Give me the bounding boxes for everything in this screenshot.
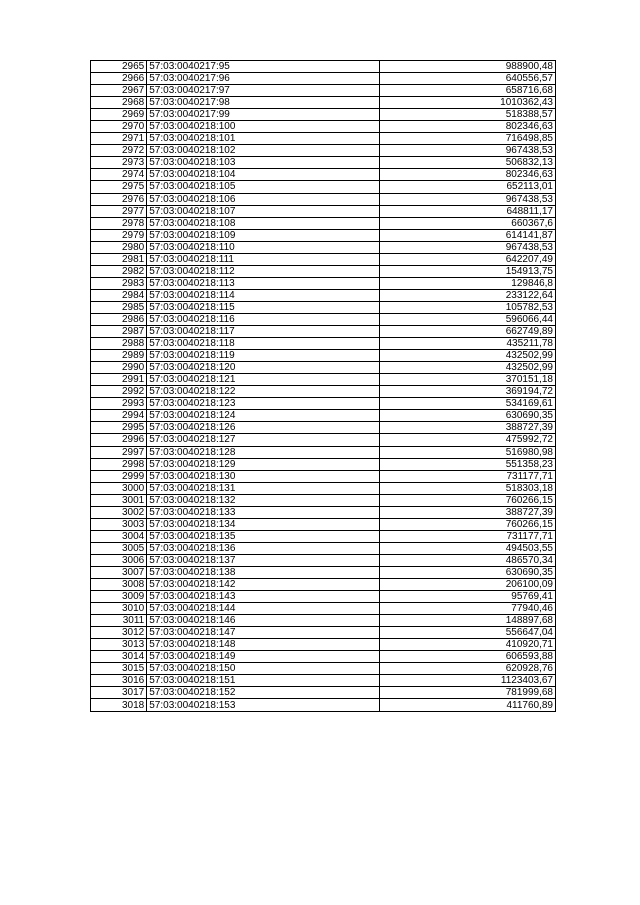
- table-row: [91, 434, 556, 446]
- cadastral-number-cell: 57:03:0040218:111: [147, 253, 380, 265]
- row-number-cell: 3002: [91, 506, 147, 518]
- value-cell: 105782,53: [380, 301, 556, 313]
- cadastral-number-cell: 57:03:0040218:101: [147, 133, 380, 145]
- value-cell: 432502,99: [380, 362, 556, 374]
- row-number-cell: 3012: [91, 627, 147, 639]
- cadastral-number-cell: 57:03:0040217:95: [147, 61, 380, 73]
- value-cell: 967438,53: [380, 241, 556, 253]
- value-cell: 760266,15: [380, 494, 556, 506]
- cadastral-number-cell: 57:03:0040218:100: [147, 121, 380, 133]
- table-row: [91, 374, 556, 386]
- value-cell: 534169,61: [380, 398, 556, 410]
- row-number-cell: 2975: [91, 181, 147, 193]
- table-row: [91, 193, 556, 205]
- value-cell: 642207,49: [380, 253, 556, 265]
- table-body: [91, 61, 556, 712]
- table-row: [91, 422, 556, 434]
- cadastral-number-cell: 57:03:0040218:114: [147, 289, 380, 301]
- row-number-cell: 3009: [91, 591, 147, 603]
- cadastral-number-cell: 57:03:0040217:96: [147, 73, 380, 85]
- value-cell: 411760,89: [380, 699, 556, 711]
- cadastral-number-cell: 57:03:0040218:142: [147, 579, 380, 591]
- cadastral-number-cell: 57:03:0040218:134: [147, 518, 380, 530]
- row-number-cell: 3008: [91, 579, 147, 591]
- cadastral-number-cell: 57:03:0040218:126: [147, 422, 380, 434]
- table-row: [91, 699, 556, 711]
- table-row: [91, 458, 556, 470]
- cadastral-number-cell: 57:03:0040218:131: [147, 482, 380, 494]
- row-number-cell: 2981: [91, 253, 147, 265]
- value-cell: 781999,68: [380, 687, 556, 699]
- cadastral-number-cell: 57:03:0040218:143: [147, 591, 380, 603]
- cadastral-number-cell: 57:03:0040218:147: [147, 627, 380, 639]
- cadastral-number-cell: 57:03:0040218:148: [147, 639, 380, 651]
- cadastral-number-cell: 57:03:0040218:110: [147, 241, 380, 253]
- cadastral-number-cell: 57:03:0040218:137: [147, 554, 380, 566]
- table-row: [91, 410, 556, 422]
- value-cell: 129846,8: [380, 277, 556, 289]
- table-row: [91, 205, 556, 217]
- row-number-cell: 2997: [91, 446, 147, 458]
- table-row: [91, 362, 556, 374]
- row-number-cell: 3000: [91, 482, 147, 494]
- row-number-cell: 2965: [91, 61, 147, 73]
- cadastral-number-cell: 57:03:0040218:109: [147, 229, 380, 241]
- value-cell: 369194,72: [380, 386, 556, 398]
- cadastral-number-cell: 57:03:0040218:122: [147, 386, 380, 398]
- cadastral-number-cell: 57:03:0040218:121: [147, 374, 380, 386]
- value-cell: 206100,09: [380, 579, 556, 591]
- row-number-cell: 2998: [91, 458, 147, 470]
- table-row: [91, 615, 556, 627]
- value-cell: 475992,72: [380, 434, 556, 446]
- table-row: [91, 289, 556, 301]
- cadastral-number-cell: 57:03:0040218:150: [147, 663, 380, 675]
- table-row: [91, 301, 556, 313]
- cadastral-number-cell: 57:03:0040218:124: [147, 410, 380, 422]
- row-number-cell: 2989: [91, 350, 147, 362]
- value-cell: 148897,68: [380, 615, 556, 627]
- row-number-cell: 2972: [91, 145, 147, 157]
- cadastral-number-cell: 57:03:0040218:138: [147, 566, 380, 578]
- row-number-cell: 2986: [91, 313, 147, 325]
- cadastral-number-cell: 57:03:0040218:132: [147, 494, 380, 506]
- value-cell: 494503,55: [380, 542, 556, 554]
- table-row: [91, 350, 556, 362]
- table-row: [91, 277, 556, 289]
- table-row: [91, 554, 556, 566]
- table-row: [91, 109, 556, 121]
- table-row: [91, 530, 556, 542]
- cadastral-number-cell: 57:03:0040218:119: [147, 350, 380, 362]
- cadastral-number-cell: 57:03:0040218:102: [147, 145, 380, 157]
- cadastral-number-cell: 57:03:0040218:146: [147, 615, 380, 627]
- row-number-cell: 2983: [91, 277, 147, 289]
- row-number-cell: 2980: [91, 241, 147, 253]
- value-cell: 731177,71: [380, 470, 556, 482]
- value-cell: 658716,68: [380, 85, 556, 97]
- value-cell: 630690,35: [380, 410, 556, 422]
- cadastral-number-cell: 57:03:0040218:106: [147, 193, 380, 205]
- row-number-cell: 2977: [91, 205, 147, 217]
- value-cell: 802346,63: [380, 121, 556, 133]
- row-number-cell: 2993: [91, 398, 147, 410]
- table-row: [91, 73, 556, 85]
- table-row: [91, 338, 556, 350]
- row-number-cell: 2968: [91, 97, 147, 109]
- table-row: [91, 663, 556, 675]
- value-cell: 486570,34: [380, 554, 556, 566]
- cadastral-number-cell: 57:03:0040218:112: [147, 265, 380, 277]
- value-cell: 506832,13: [380, 157, 556, 169]
- row-number-cell: 2967: [91, 85, 147, 97]
- table-row: [91, 579, 556, 591]
- table-row: [91, 253, 556, 265]
- cadastral-number-cell: 57:03:0040218:153: [147, 699, 380, 711]
- value-cell: 518388,57: [380, 109, 556, 121]
- value-cell: 652113,01: [380, 181, 556, 193]
- row-number-cell: 2985: [91, 301, 147, 313]
- value-cell: 95769,41: [380, 591, 556, 603]
- value-cell: 606593,88: [380, 651, 556, 663]
- table-row: [91, 85, 556, 97]
- table-row: [91, 229, 556, 241]
- table-row: [91, 145, 556, 157]
- row-number-cell: 2988: [91, 338, 147, 350]
- row-number-cell: 3015: [91, 663, 147, 675]
- cadastral-number-cell: 57:03:0040218:104: [147, 169, 380, 181]
- row-number-cell: 2996: [91, 434, 147, 446]
- row-number-cell: 3003: [91, 518, 147, 530]
- cadastral-number-cell: 57:03:0040218:123: [147, 398, 380, 410]
- value-cell: 370151,18: [380, 374, 556, 386]
- cadastral-number-cell: 57:03:0040218:144: [147, 603, 380, 615]
- row-number-cell: 2987: [91, 326, 147, 338]
- cadastral-number-cell: 57:03:0040218:120: [147, 362, 380, 374]
- cadastral-number-cell: 57:03:0040218:127: [147, 434, 380, 446]
- cadastral-number-cell: 57:03:0040218:105: [147, 181, 380, 193]
- value-cell: 760266,15: [380, 518, 556, 530]
- value-cell: 516980,98: [380, 446, 556, 458]
- row-number-cell: 2979: [91, 229, 147, 241]
- row-number-cell: 2984: [91, 289, 147, 301]
- row-number-cell: 3001: [91, 494, 147, 506]
- table-row: [91, 313, 556, 325]
- cadastral-number-cell: 57:03:0040218:107: [147, 205, 380, 217]
- value-cell: 551358,23: [380, 458, 556, 470]
- table-row: [91, 446, 556, 458]
- value-cell: 432502,99: [380, 350, 556, 362]
- table-row: [91, 506, 556, 518]
- cadastral-number-cell: 57:03:0040217:99: [147, 109, 380, 121]
- table-row: [91, 386, 556, 398]
- table-row: [91, 482, 556, 494]
- value-cell: 1123403,67: [380, 675, 556, 687]
- cadastral-number-cell: 57:03:0040218:130: [147, 470, 380, 482]
- row-number-cell: 3017: [91, 687, 147, 699]
- table-row: [91, 687, 556, 699]
- row-number-cell: 2966: [91, 73, 147, 85]
- table-row: [91, 217, 556, 229]
- table-row: [91, 157, 556, 169]
- value-cell: 388727,39: [380, 422, 556, 434]
- value-cell: 410920,71: [380, 639, 556, 651]
- row-number-cell: 3010: [91, 603, 147, 615]
- value-cell: 988900,48: [380, 61, 556, 73]
- value-cell: 596066,44: [380, 313, 556, 325]
- table-row: [91, 265, 556, 277]
- table-row: [91, 133, 556, 145]
- cadastral-number-cell: 57:03:0040218:115: [147, 301, 380, 313]
- value-cell: 518303,18: [380, 482, 556, 494]
- cadastral-value-table: [90, 60, 556, 712]
- table-row: [91, 326, 556, 338]
- table-row: [91, 542, 556, 554]
- value-cell: 802346,63: [380, 169, 556, 181]
- value-cell: 716498,85: [380, 133, 556, 145]
- row-number-cell: 2970: [91, 121, 147, 133]
- value-cell: 967438,53: [380, 193, 556, 205]
- cadastral-number-cell: 57:03:0040218:118: [147, 338, 380, 350]
- value-cell: 630690,35: [380, 566, 556, 578]
- row-number-cell: 3007: [91, 566, 147, 578]
- value-cell: 648811,17: [380, 205, 556, 217]
- value-cell: 233122,64: [380, 289, 556, 301]
- cadastral-number-cell: 57:03:0040218:149: [147, 651, 380, 663]
- row-number-cell: 2978: [91, 217, 147, 229]
- cadastral-number-cell: 57:03:0040217:98: [147, 97, 380, 109]
- row-number-cell: 3011: [91, 615, 147, 627]
- value-cell: 556647,04: [380, 627, 556, 639]
- cadastral-number-cell: 57:03:0040218:108: [147, 217, 380, 229]
- table-row: [91, 181, 556, 193]
- value-cell: 1010362,43: [380, 97, 556, 109]
- cadastral-number-cell: 57:03:0040218:135: [147, 530, 380, 542]
- row-number-cell: 2971: [91, 133, 147, 145]
- row-number-cell: 3005: [91, 542, 147, 554]
- value-cell: 620928,76: [380, 663, 556, 675]
- table-row: [91, 241, 556, 253]
- row-number-cell: 3013: [91, 639, 147, 651]
- row-number-cell: 2976: [91, 193, 147, 205]
- table-row: [91, 675, 556, 687]
- value-cell: 77940,46: [380, 603, 556, 615]
- table-row: [91, 566, 556, 578]
- value-cell: 731177,71: [380, 530, 556, 542]
- value-cell: 614141,87: [380, 229, 556, 241]
- value-cell: 662749,89: [380, 326, 556, 338]
- table-row: [91, 591, 556, 603]
- table-row: [91, 470, 556, 482]
- cadastral-number-cell: 57:03:0040218:117: [147, 326, 380, 338]
- table-row: [91, 603, 556, 615]
- row-number-cell: 3014: [91, 651, 147, 663]
- table-row: [91, 169, 556, 181]
- cadastral-number-cell: 57:03:0040218:113: [147, 277, 380, 289]
- table-row: [91, 398, 556, 410]
- table-row: [91, 639, 556, 651]
- row-number-cell: 2992: [91, 386, 147, 398]
- row-number-cell: 2990: [91, 362, 147, 374]
- table-row: [91, 97, 556, 109]
- row-number-cell: 3018: [91, 699, 147, 711]
- row-number-cell: 3016: [91, 675, 147, 687]
- cadastral-number-cell: 57:03:0040218:116: [147, 313, 380, 325]
- cadastral-number-cell: 57:03:0040218:152: [147, 687, 380, 699]
- value-cell: 640556,57: [380, 73, 556, 85]
- value-cell: 435211,78: [380, 338, 556, 350]
- table-row: [91, 651, 556, 663]
- cadastral-number-cell: 57:03:0040217:97: [147, 85, 380, 97]
- value-cell: 967438,53: [380, 145, 556, 157]
- row-number-cell: 2991: [91, 374, 147, 386]
- cadastral-number-cell: 57:03:0040218:136: [147, 542, 380, 554]
- value-cell: 154913,75: [380, 265, 556, 277]
- row-number-cell: 2974: [91, 169, 147, 181]
- table-row: [91, 518, 556, 530]
- cadastral-number-cell: 57:03:0040218:133: [147, 506, 380, 518]
- row-number-cell: 2982: [91, 265, 147, 277]
- row-number-cell: 2995: [91, 422, 147, 434]
- row-number-cell: 2973: [91, 157, 147, 169]
- cadastral-number-cell: 57:03:0040218:129: [147, 458, 380, 470]
- row-number-cell: 3006: [91, 554, 147, 566]
- cadastral-number-cell: 57:03:0040218:128: [147, 446, 380, 458]
- cadastral-number-cell: 57:03:0040218:103: [147, 157, 380, 169]
- row-number-cell: 3004: [91, 530, 147, 542]
- table-row: [91, 627, 556, 639]
- table-row: [91, 61, 556, 73]
- value-cell: 388727,39: [380, 506, 556, 518]
- value-cell: 660367,6: [380, 217, 556, 229]
- row-number-cell: 2994: [91, 410, 147, 422]
- cadastral-number-cell: 57:03:0040218:151: [147, 675, 380, 687]
- row-number-cell: 2999: [91, 470, 147, 482]
- table-row: [91, 494, 556, 506]
- row-number-cell: 2969: [91, 109, 147, 121]
- table-row: [91, 121, 556, 133]
